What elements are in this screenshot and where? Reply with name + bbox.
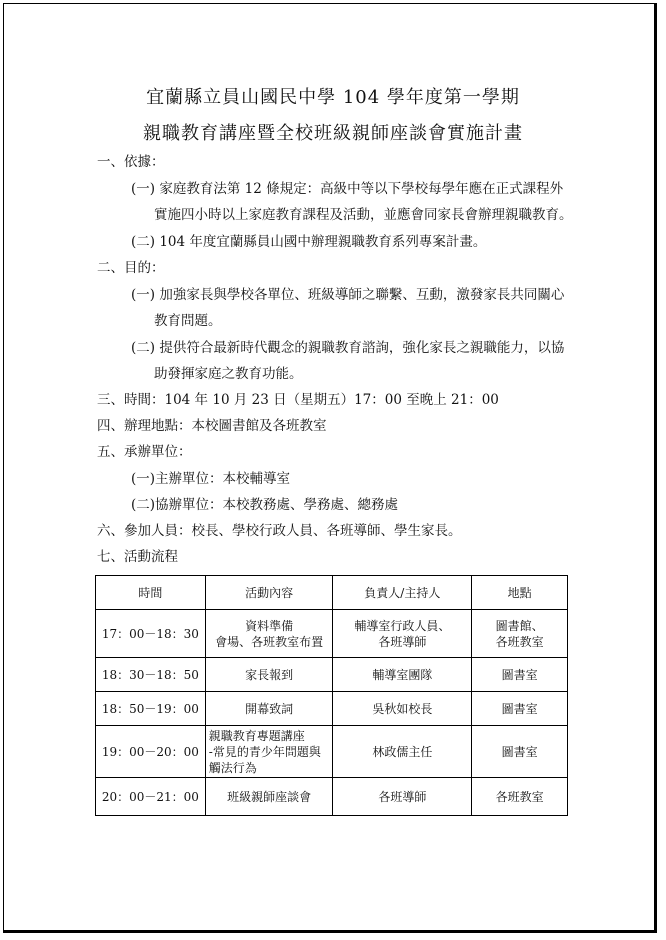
table-row xyxy=(96,610,568,658)
purpose-item-1-cont: 教育問題。 xyxy=(154,313,222,329)
header-time: 時間 xyxy=(96,576,206,610)
section-units-heading: 五、承辦單位： xyxy=(97,444,192,460)
header-place: 地點 xyxy=(472,576,568,610)
cell-time: 18：30－18：50 xyxy=(96,658,206,692)
cell-owner: 林政儒主任 xyxy=(333,726,472,778)
purpose-item-1: (一) 加強家長與學校各單位、班級導師之聯繫、互動，激發家長共同關心 xyxy=(131,287,565,303)
cell-place: 圖書室 xyxy=(472,726,568,778)
cell-place: 各班教室 xyxy=(472,778,568,816)
cell-time: 18：50－19：00 xyxy=(96,692,206,726)
cell-owner xyxy=(333,610,472,658)
cell-activity-line: -常見的青少年問題與 xyxy=(208,744,321,759)
cell-place: 圖書室 xyxy=(472,658,568,692)
table-row xyxy=(96,692,568,726)
table-row xyxy=(96,658,568,692)
cell-activity xyxy=(205,726,333,778)
cell-activity: 班級親師座談會 xyxy=(205,778,333,816)
cell-time: 20：00－21：00 xyxy=(96,778,206,816)
basis-item-1-cont: 實施四小時以上家庭教育課程及活動，並應會同家長會辦理親職教育。 xyxy=(154,207,573,223)
cell-owner-line: 輔導室行政人員、 xyxy=(354,618,451,633)
cell-owner: 輔導室團隊 xyxy=(333,658,472,692)
cell-activity-line: 資料準備 xyxy=(245,618,294,633)
table-header-row xyxy=(96,576,568,610)
cell-time: 17：00－18：30 xyxy=(96,610,206,658)
cell-activity: 開幕致詞 xyxy=(205,692,333,726)
title-line-2: 親職教育講座暨全校班級親師座談會實施計畫 xyxy=(143,123,523,144)
cell-activity-line: 觸法行為 xyxy=(208,760,257,775)
cell-place xyxy=(472,610,568,658)
title-line-1: 宜蘭縣立員山國民中學 104 學年度第一學期 xyxy=(146,87,520,108)
table-row xyxy=(96,778,568,816)
cell-activity: 家長報到 xyxy=(205,658,333,692)
cell-place-line: 各班教室 xyxy=(495,634,544,649)
activity-flow-table xyxy=(95,575,568,816)
section-purpose-heading: 二、目的： xyxy=(97,260,165,276)
cell-owner-line: 各班導師 xyxy=(378,634,427,649)
cell-activity xyxy=(205,610,333,658)
table-row xyxy=(96,726,568,778)
section-place: 四、辦理地點：本校圖書館及各班教室 xyxy=(97,418,327,434)
basis-item-1: (一) 家庭教育法第 12 條規定：高級中等以下學校每學年應在正式課程外 xyxy=(131,181,564,197)
purpose-item-2-cont: 助發揮家庭之教育功能。 xyxy=(154,366,303,382)
section-participants: 六、參加人員：校長、學校行政人員、各班導師、學生家長。 xyxy=(97,523,462,539)
units-main: (一)主辦單位：本校輔導室 xyxy=(131,471,291,487)
cell-place: 圖書室 xyxy=(472,692,568,726)
section-time: 三、時間：104 年 10 月 23 日（星期五）17：00 至晚上 21：00 xyxy=(97,392,499,408)
cell-time: 19：00－20：00 xyxy=(96,726,206,778)
cell-activity-line: 親職教育專題講座 xyxy=(208,728,305,743)
header-owner: 負責人/主持人 xyxy=(333,576,472,610)
header-activity: 活動內容 xyxy=(205,576,333,610)
basis-item-2: (二) 104 年度宜蘭縣員山國中辦理親職教育系列專案計畫。 xyxy=(131,234,487,250)
cell-activity-line: 會場、各班教室布置 xyxy=(215,634,324,649)
units-co: (二)協辦單位：本校教務處、學務處、總務處 xyxy=(131,497,399,513)
purpose-item-2: (二) 提供符合最新時代觀念的親職教育諮詢，強化家長之親職能力，以協 xyxy=(131,340,565,356)
section-flow-heading: 七、活動流程 xyxy=(97,549,178,565)
cell-owner: 吳秋如校長 xyxy=(333,692,472,726)
cell-owner: 各班導師 xyxy=(333,778,472,816)
section-basis-heading: 一、依據： xyxy=(97,154,165,170)
cell-place-line: 圖書館、 xyxy=(495,618,544,633)
